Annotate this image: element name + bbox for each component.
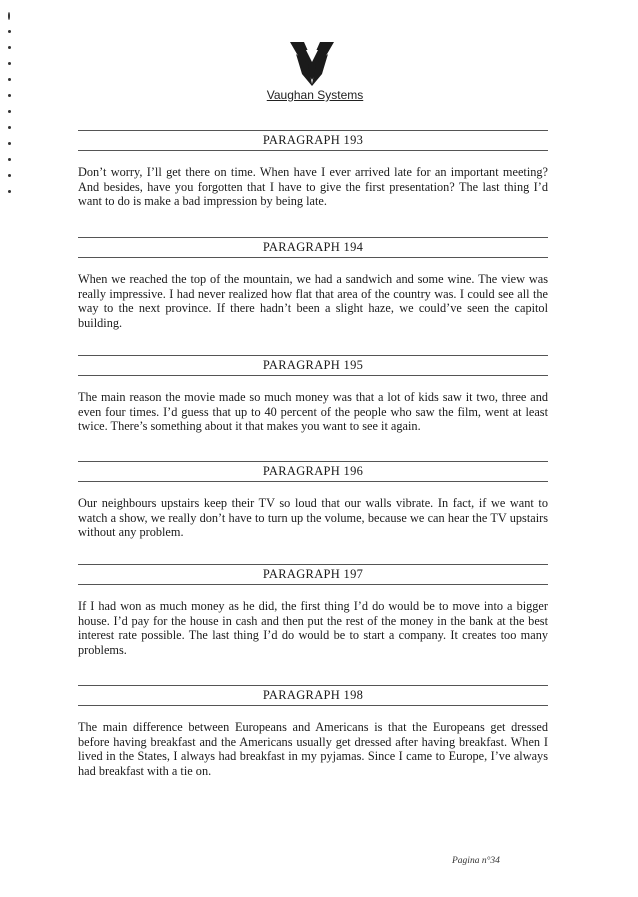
- divider: [78, 584, 548, 585]
- paragraph-text: The main reason the movie made so much money was that a lot of kids saw it two, three and even four times. I’d guess that up to 40 percent of the people who saw the film, went at least twice. There’s something about it that makes you want to see it again.: [78, 390, 548, 433]
- divider: [78, 481, 548, 482]
- company-name: Vaughan Systems: [266, 88, 364, 102]
- paragraph-section: [78, 237, 548, 330]
- paragraph-heading: PARAGRAPH 198: [262, 688, 364, 702]
- divider: [78, 355, 548, 356]
- paragraph-section: [78, 564, 548, 657]
- paragraph-section: [78, 130, 548, 209]
- paragraph-heading: PARAGRAPH 193: [262, 133, 364, 147]
- divider: [78, 130, 548, 131]
- divider: [78, 375, 548, 376]
- divider: [78, 257, 548, 258]
- divider: [78, 461, 548, 462]
- paragraph-text: When we reached the top of the mountain, we had a sandwich and some wine. The view was really impressive. I had never realized how flat that area of the country was. I could see all the way to the next province. If there hadn’t been a slight haze, we could’ve seen the capitol building.: [78, 272, 548, 330]
- divider: [78, 150, 548, 151]
- divider: [78, 237, 548, 238]
- paragraph-section: [78, 461, 548, 540]
- binder-hole-marks: [8, 10, 14, 210]
- paragraph-text: Our neighbours upstairs keep their TV so loud that our walls vibrate. In fact, if we want to watch a show, we really don’t have to turn up the volume, because we can hear the TV upstairs without any problem.: [78, 496, 548, 539]
- page-number: Pagina n°34: [452, 856, 500, 866]
- divider: [78, 564, 548, 565]
- vaughan-systems-logo-icon: [282, 38, 342, 88]
- paragraph-heading: PARAGRAPH 196: [262, 464, 364, 478]
- paragraph-text: Don’t worry, I’ll get there on time. When have I ever arrived late for an important meeting? And besides, have you forgotten that I have to give the first presentation? The last thing I’d want to do is make a bad impression by being late.: [78, 165, 548, 208]
- paragraph-heading: PARAGRAPH 195: [262, 358, 364, 372]
- paragraph-text: The main difference between Europeans and Americans is that the Europeans get dressed before having breakfast and the Americans usually get dressed after having breakfast. When I lived in the States, I always had breakfast in my pyjamas. Since I came to Europe, I’ve always had breakfast with a tie on.: [78, 720, 548, 778]
- paragraph-heading: PARAGRAPH 194: [262, 240, 364, 254]
- paragraph-text: If I had won as much money as he did, the first thing I’d do would be to move into a bigger house. I’d pay for the house in cash and then put the rest of the money in the bank at the best interest rate possible. The last thing I’d do would be to start a company. It creates too many problems.: [78, 599, 548, 657]
- paragraph-heading: PARAGRAPH 197: [262, 567, 364, 581]
- divider: [78, 685, 548, 686]
- paragraph-section: [78, 685, 548, 778]
- divider: [78, 705, 548, 706]
- paragraph-section: [78, 355, 548, 434]
